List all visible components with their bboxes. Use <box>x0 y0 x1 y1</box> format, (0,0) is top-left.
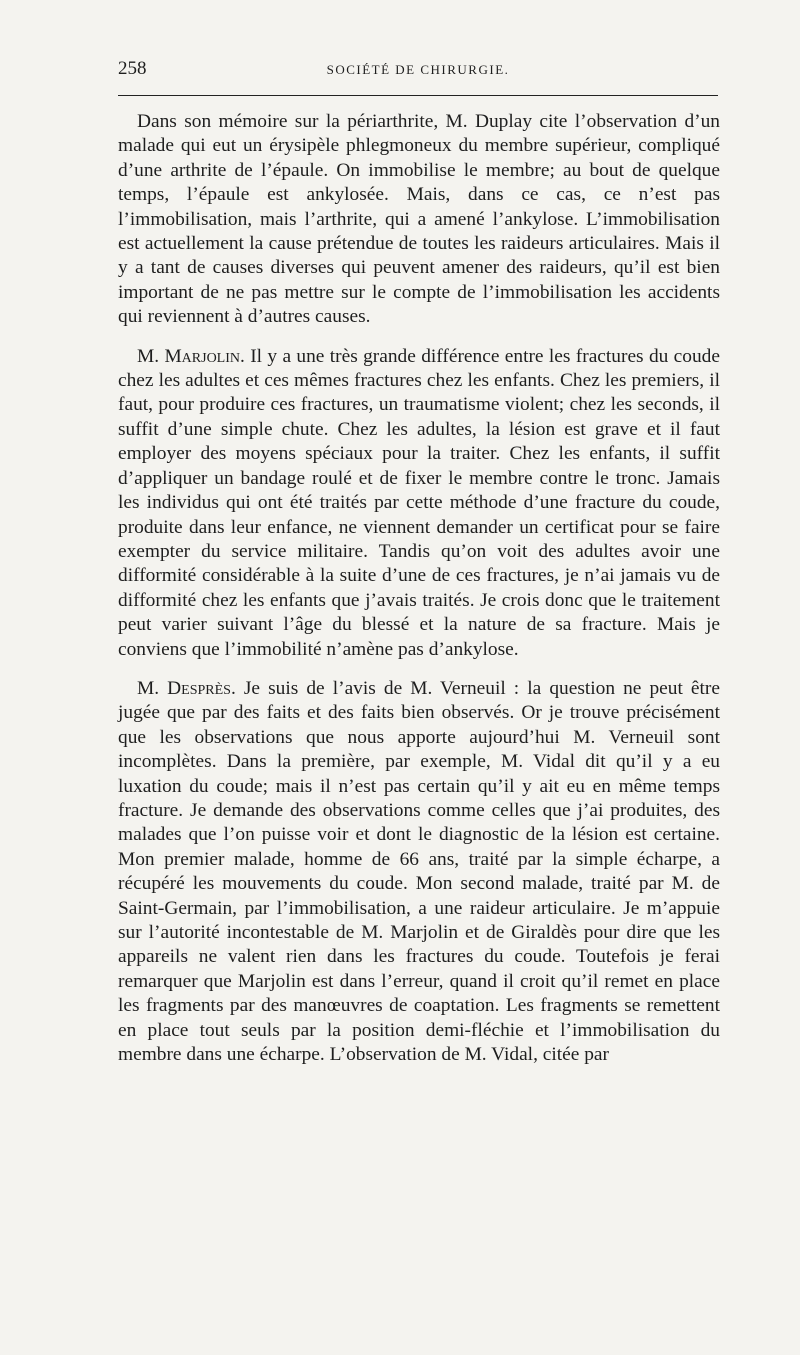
paragraph-text: Dans son mémoire sur la périarthrite, M. Duplay cite l’observation d’un malade qui eut un érysipèle phlegmoneux du membre supérieur, compliqué d’une arthrite de l’épaule. On immobilise le membre; au bout de quelque temps, l’épaule est ankylosée. Mais, dans ce cas, ce n’est pas l’immobilisation, mais l’arthrite, qui a amené l’ankylose. L’immobilisation est actuellement la cause prétendue de toutes les raideurs articulaires. Mais il y a tant de causes diverses qui peuvent amener des raideurs, qu’il est bien important de ne pas mettre sur le compte de l’immobilisation les accidents qui reviennent à d’autres causes. <box>118 111 720 328</box>
paragraph-duplay <box>118 110 720 330</box>
paragraph-text: Je suis de l’avis de M. Verneuil : la question ne peut être jugée que par des faits et des faits bien observés. Or je trouve précisément que les observations que nous apporte aujourd’hui M. Verneuil sont incomplètes. Dans la première, par exemple, M. Vidal dit qu’il y a eu luxation du coude; mais il n’est pas certain qu’il y ait eu en même temps fracture. Je demande des observations comme celles que j’ai produites, des malades que l’on puisse voir et dont le diagnostic de la lésion est certaine. Mon premier malade, homme de 66 ans, traité par la simple écharpe, a récupéré les mouvements du coude. Mon second malade, traité par M. de Saint-Germain, par l’immobilisation, a une raideur articulaire. Je m’appuie sur l’autorité incontestable de M. Marjolin et de Giraldès pour dire que les appareils ne valent rien dans les fractures du coude. Toutefois je ferai remarquer que Marjolin est dans l’erreur, quand il croit qu’il remet en place les fragments par des manœuvres de coaptation. Les fragments se remettent en place tout seuls par la position demi-fléchie et l’immobilisation du membre dans une écharpe. L’observation de M. Vidal, citée par <box>118 677 720 1066</box>
speaker-name: M. Marjolin. <box>137 345 245 367</box>
running-head: SOCIÉTÉ DE CHIRURGIE. <box>326 62 510 77</box>
body-text <box>118 110 720 1082</box>
paragraph-marjolin <box>118 345 720 662</box>
speaker-name: M. Desprès. <box>137 677 236 699</box>
page-number: 258 <box>118 58 147 79</box>
paragraph-despres <box>118 677 720 1068</box>
header-rule <box>118 95 718 96</box>
page-header <box>118 58 718 88</box>
paragraph-text: Il y a une très grande différence entre les fractures du coude chez les adultes et ces mêmes fractures chez les enfants. Chez les premiers, il faut, pour produire ces fractures, un traumatisme violent; chez les seconds, il suffit d’une simple chute. Chez les adultes, la lésion est grave et il faut employer des moyens spéciaux pour la traiter. Chez les enfants, il suffit d’appliquer un bandage roulé et de fixer le membre contre le tronc. Jamais les individus qui ont été traités par cette méthode d’une fracture du coude, produite dans leur enfance, ne viennent demander un certificat pour se faire exempter du service militaire. Tandis qu’on voit des adultes avoir une difformité considérable à la suite d’une de ces fractures, je n’ai jamais vu de difformité chez les enfants que j’avais traités. Je crois donc que le traitement peut varier suivant l’âge du blessé et la nature de sa fracture. Mais je conviens que l’immobilité n’amène pas d’ankylose. <box>118 345 720 660</box>
